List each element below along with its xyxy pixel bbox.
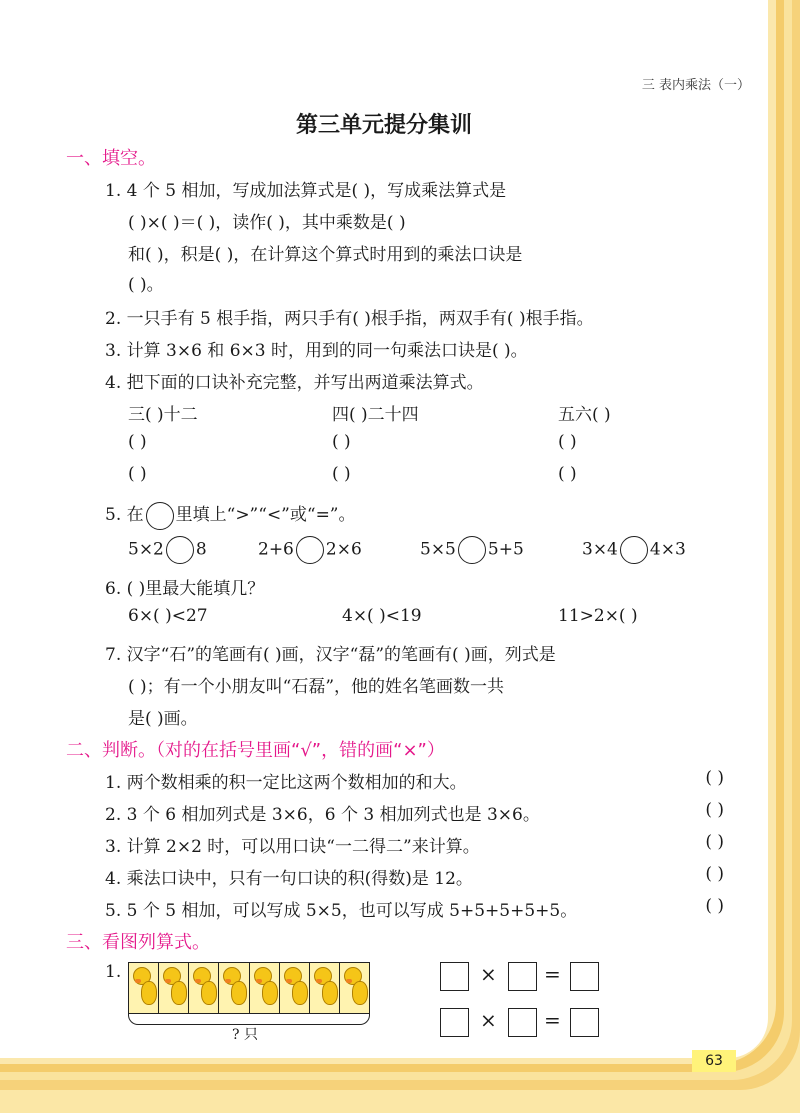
q5-item-1-right: 8: [195, 539, 207, 560]
duck-body-icon: [141, 981, 157, 1005]
compare-circle-icon: [146, 502, 174, 530]
chapter-tag: 三 表内乘法（一）: [641, 78, 750, 93]
picture-question-number: 1.: [105, 962, 122, 982]
q5-item-2-right: 2×6: [325, 539, 362, 560]
duck-body-icon: [322, 981, 338, 1005]
duck-body-icon: [231, 981, 247, 1005]
answer-circle[interactable]: [458, 536, 486, 564]
answer-box[interactable]: [570, 962, 599, 991]
answer-box[interactable]: [508, 962, 537, 991]
brace-label: ? 只: [232, 1027, 258, 1043]
judge-answer-4[interactable]: ( ): [705, 864, 724, 884]
ducks-picture: [128, 962, 370, 1014]
q5-item-1-left: 5×2: [128, 539, 164, 560]
duck-group-cell: [310, 963, 340, 1013]
q4-col2-row1: 四( )二十四: [332, 405, 419, 425]
q1-line3: 和( )，积是( )，在计算这个算式时用到的乘法口诀是: [128, 245, 523, 265]
duck-body-icon: [171, 981, 187, 1005]
q4-col1-row2: ( ): [128, 432, 147, 452]
q1-line4: ( )。: [128, 275, 164, 295]
q3-line: 3. 计算 3×6 和 6×3 时，用到的同一句乘法口诀是( )。: [105, 341, 528, 361]
answer-circle[interactable]: [166, 536, 194, 564]
q4-col1-row3: ( ): [128, 464, 147, 484]
judge-item-2: 2. 3 个 6 相加列式是 3×6，6 个 3 相加列式也是 3×6。: [105, 805, 540, 825]
judge-item-5: 5. 5 个 5 相加，可以写成 5×5，也可以写成 5+5+5+5+5。: [105, 901, 578, 921]
judge-answer-1[interactable]: ( ): [705, 768, 724, 788]
q7-line2: ( )；有一个小朋友叫“石磊”，他的姓名笔画数一共: [128, 677, 505, 697]
q5-stem-after: 里填上“>”“<”或“=”。: [175, 505, 356, 525]
duck-group-cell: [219, 963, 249, 1013]
judge-answer-2[interactable]: ( ): [705, 800, 724, 820]
answer-box[interactable]: [508, 1008, 537, 1037]
q6-item-2: 4×( )<19: [342, 606, 422, 626]
q5-item-4: [582, 536, 686, 564]
answer-circle[interactable]: [620, 536, 648, 564]
equals-sign: =: [544, 962, 561, 986]
duck-body-icon: [262, 981, 278, 1005]
q5-item-3-left: 5×5: [420, 539, 456, 560]
q5-item-2-left: 2+6: [258, 539, 294, 560]
judge-answer-5[interactable]: ( ): [705, 896, 724, 916]
q4-col3-row1: 五六( ): [558, 405, 611, 425]
q5-item-4-right: 4×3: [649, 539, 686, 560]
duck-group-cell: [129, 963, 159, 1013]
duck-body-icon: [201, 981, 217, 1005]
q5-item-3: [420, 536, 524, 564]
duck-group-cell: [280, 963, 310, 1013]
q4-stem: 4. 把下面的口诀补充完整，并写出两道乘法算式。: [105, 373, 484, 393]
q4-col2-row3: ( ): [332, 464, 351, 484]
answer-box[interactable]: [570, 1008, 599, 1037]
answer-box[interactable]: [440, 1008, 469, 1037]
answer-circle[interactable]: [296, 536, 324, 564]
duck-body-icon: [352, 981, 368, 1005]
duck-group-cell: [250, 963, 280, 1013]
section-fill-heading: 一、填空。: [66, 148, 156, 169]
q2-line: 2. 一只手有 5 根手指，两只手有( )根手指，两双手有( )根手指。: [105, 309, 594, 329]
judge-answer-3[interactable]: ( ): [705, 832, 724, 852]
q4-col2-row2: ( ): [332, 432, 351, 452]
equals-sign: =: [544, 1008, 561, 1032]
section-picture-heading: 三、看图列算式。: [66, 932, 210, 953]
q5-stem-before: 5. 在: [105, 505, 144, 525]
duck-group-cell: [159, 963, 189, 1013]
duck-group-cell: [189, 963, 219, 1013]
page-number: 63: [692, 1050, 736, 1072]
q5-item-2: [258, 536, 362, 564]
judge-item-1: 1. 两个数相乘的积一定比这两个数相加的和大。: [105, 773, 467, 793]
q4-col3-row2: ( ): [558, 432, 577, 452]
q4-col3-row3: ( ): [558, 464, 577, 484]
times-sign: ×: [480, 1008, 497, 1032]
q6-stem: 6. ( )里最大能填几？: [105, 579, 265, 599]
q6-item-3: 11>2×( ): [558, 606, 638, 626]
q5-item-4-left: 3×4: [582, 539, 618, 560]
page-title: 第三单元提分集训: [295, 113, 472, 138]
judge-item-4: 4. 乘法口诀中，只有一句口诀的积(得数)是 12。: [105, 869, 473, 889]
q1-line2: ( )×( )＝( )，读作( )，其中乘数是( ): [128, 213, 406, 233]
q5-item-1: [128, 536, 207, 564]
times-sign: ×: [480, 962, 497, 986]
q4-col1-row1: 三( )十二: [128, 405, 198, 425]
duck-group-cell: [340, 963, 369, 1013]
judge-item-3: 3. 计算 2×2 时，可以用口诀“一二得二”来计算。: [105, 837, 480, 857]
answer-box[interactable]: [440, 962, 469, 991]
q7-line3: 是( )画。: [128, 709, 198, 729]
q5-item-3-right: 5+5: [487, 539, 524, 560]
duck-body-icon: [292, 981, 308, 1005]
q6-item-1: 6×( )<27: [128, 606, 208, 626]
q7-line1: 7. 汉字“石”的笔画有( )画，汉字“磊”的笔画有( )画，列式是: [105, 645, 556, 665]
q1-line1: 1. 4 个 5 相加，写成加法算式是( )，写成乘法算式是: [105, 181, 507, 201]
section-judge-heading: 二、判断。（对的在括号里画“√”，错的画“×”）: [66, 740, 445, 761]
q5-stem: [105, 500, 728, 530]
